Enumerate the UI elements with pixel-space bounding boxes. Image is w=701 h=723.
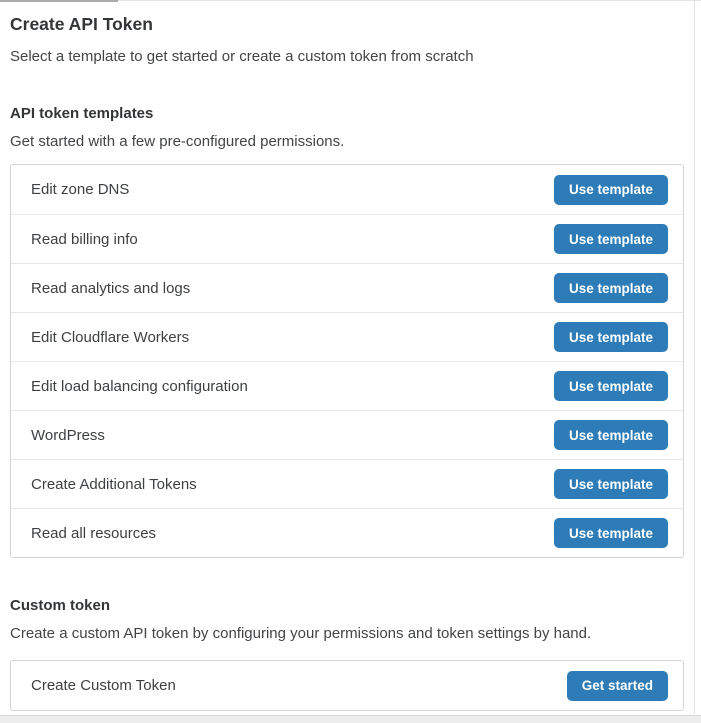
use-template-button[interactable]: Use template (554, 371, 668, 401)
custom-token-card (10, 660, 684, 711)
use-template-button[interactable]: Use template (554, 518, 668, 548)
use-template-button[interactable]: Use template (554, 273, 668, 303)
template-row (11, 459, 683, 508)
template-name: Read billing info (31, 230, 138, 248)
custom-token-row (11, 661, 683, 710)
template-row (11, 263, 683, 312)
use-template-button[interactable]: Use template (554, 175, 668, 205)
template-name: WordPress (31, 426, 105, 444)
template-row (11, 410, 683, 459)
template-name: Edit Cloudflare Workers (31, 328, 190, 346)
use-template-button[interactable]: Use template (554, 224, 668, 254)
templates-table (10, 164, 684, 558)
use-template-button[interactable]: Use template (554, 322, 668, 352)
template-name: Edit load balancing configuration (31, 377, 248, 395)
templates-section-description: Get started with a few pre-configured permissions. (10, 133, 345, 150)
template-name: Read all resources (31, 524, 157, 542)
template-name: Create Additional Tokens (31, 475, 197, 493)
page-content (1, 0, 694, 714)
custom-token-description: Create a custom API token by configuring your permissions and token settings by hand. (10, 625, 592, 642)
get-started-button[interactable]: Get started (567, 671, 668, 701)
page-title: Create API Token (10, 14, 153, 34)
bottom-scrollbar-track[interactable] (0, 715, 701, 723)
right-edge-divider (694, 0, 695, 714)
template-row (11, 508, 683, 557)
custom-token-heading: Custom token (10, 597, 111, 614)
template-name: Read analytics and logs (31, 279, 191, 297)
custom-token-label: Create Custom Token (31, 677, 176, 694)
use-template-button[interactable]: Use template (554, 420, 668, 450)
use-template-button[interactable]: Use template (554, 469, 668, 499)
template-row (11, 165, 683, 214)
template-row (11, 312, 683, 361)
templates-section-heading: API token templates (10, 105, 154, 122)
page-subtitle: Select a template to get started or create a custom token from scratch (10, 48, 474, 65)
template-row (11, 361, 683, 410)
template-row (11, 214, 683, 263)
template-name: Edit zone DNS (31, 181, 130, 198)
